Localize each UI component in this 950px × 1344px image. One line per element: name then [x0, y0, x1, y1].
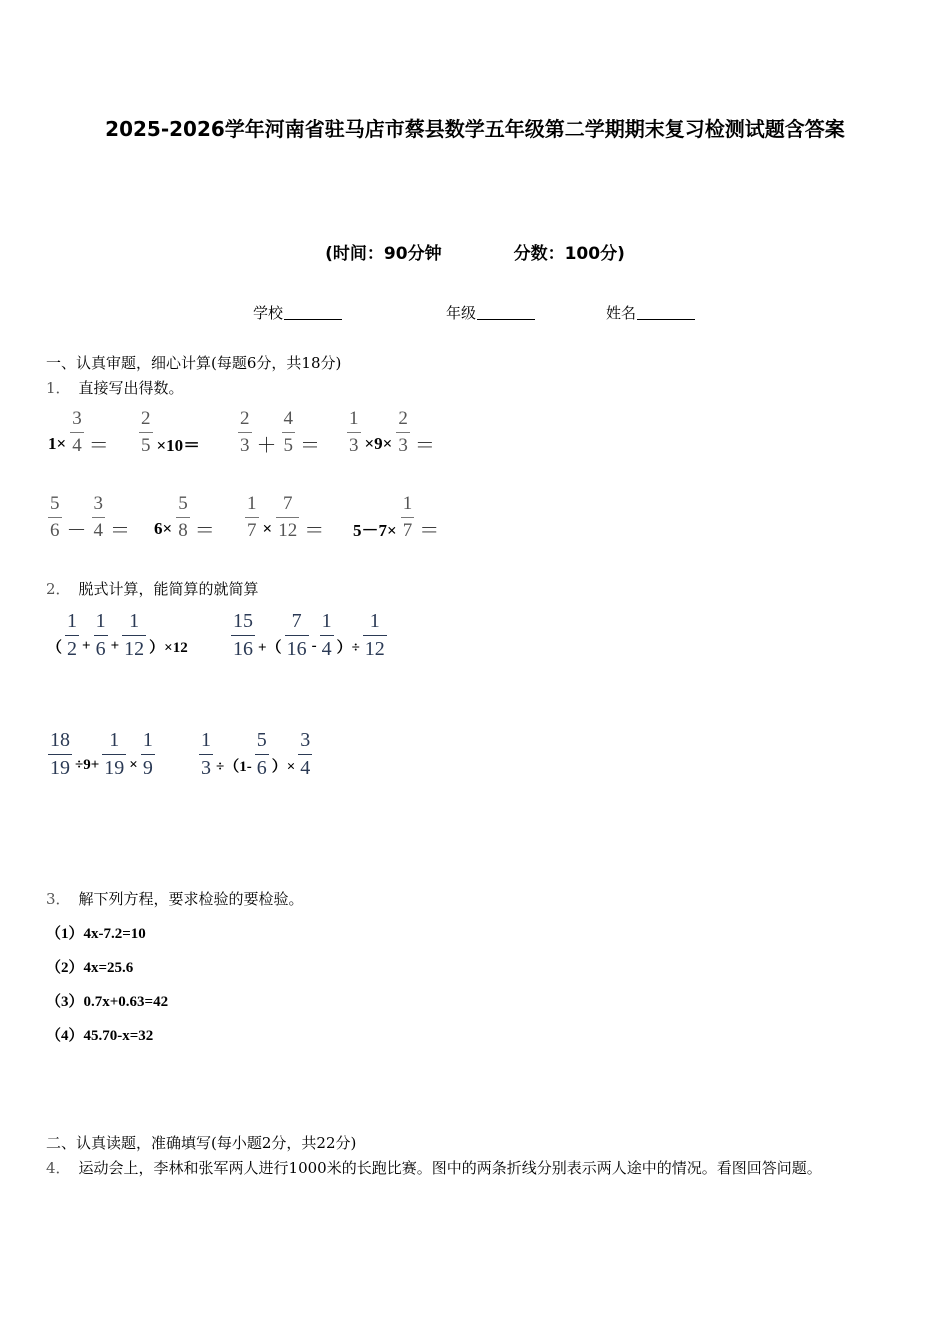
numerator: 1	[129, 610, 140, 632]
denominator: 6	[94, 635, 108, 661]
numerator: 5	[256, 729, 267, 751]
denominator: 3	[396, 432, 410, 457]
exam-score: 分数：100分)	[513, 244, 625, 264]
fraction	[92, 493, 106, 542]
numerator: 1	[142, 729, 153, 751]
expr-text: ×10＝	[156, 436, 201, 455]
fraction	[231, 610, 255, 661]
denominator: 4	[320, 635, 334, 661]
fraction	[298, 729, 312, 780]
denominator: 7	[245, 517, 259, 542]
numerator: 1	[247, 493, 257, 514]
question-1	[46, 377, 184, 398]
numerator: 4	[283, 408, 293, 429]
exam-meta	[0, 239, 950, 264]
expr-text: +（	[258, 640, 282, 656]
fraction	[141, 729, 155, 780]
numerator: 1	[109, 729, 120, 751]
numerator: 7	[282, 493, 293, 514]
calc-expression-1	[46, 610, 189, 661]
denominator: 16	[285, 635, 309, 661]
equation-item: （3）0.7x+0.63=42	[46, 994, 169, 1010]
expr-text: ÷9+	[75, 757, 100, 773]
fraction	[401, 493, 415, 542]
name-field	[606, 302, 695, 323]
exam-time: (时间：90分钟	[325, 244, 442, 264]
oral-calc-4	[345, 408, 438, 457]
expr-text: －	[66, 520, 87, 542]
fraction	[282, 408, 296, 457]
expr-text: ÷（1-	[216, 759, 252, 775]
school-blank	[284, 305, 342, 320]
calc-expression-2	[229, 610, 389, 661]
denominator: 3	[238, 432, 252, 457]
numerator: 1	[201, 729, 211, 751]
grade-blank	[477, 305, 535, 320]
fraction	[276, 493, 299, 542]
question-text: 脱式计算，能简算的就简算	[78, 580, 259, 598]
grade-label: 年级	[446, 304, 477, 322]
oral-calc-3	[236, 408, 323, 457]
expr-text: ＝	[414, 435, 435, 457]
denominator: 16	[231, 635, 255, 661]
expr-text: （	[47, 640, 63, 656]
calc-expression-3	[46, 729, 157, 780]
numerator: 18	[50, 729, 70, 751]
expr-text: ＝	[88, 435, 109, 457]
fraction	[238, 408, 252, 457]
denominator: 19	[102, 754, 126, 780]
numerator: 2	[240, 408, 250, 429]
denominator: 12	[363, 635, 387, 661]
denominator: 19	[48, 754, 72, 780]
numerator: 5	[178, 493, 188, 514]
question-3	[46, 888, 304, 909]
fraction	[363, 610, 387, 661]
denominator: 6	[255, 754, 269, 780]
numerator: 3	[300, 729, 311, 751]
numerator: 1	[67, 610, 78, 632]
expr-text: ＝	[300, 435, 320, 457]
numerator: 3	[93, 493, 103, 514]
numerator: 3	[72, 408, 82, 429]
denominator: 8	[176, 517, 190, 542]
numerator: 5	[50, 493, 60, 514]
question-number: 3．	[46, 890, 71, 908]
fraction	[65, 610, 79, 661]
denominator: 5	[139, 432, 153, 457]
numerator: 1	[95, 610, 106, 632]
numerator: 2	[141, 408, 151, 429]
fraction	[48, 493, 62, 542]
denominator: 5	[282, 432, 296, 457]
expr-text: 5－7×	[353, 521, 397, 540]
denominator: 9	[141, 754, 155, 780]
expr-text: ×	[262, 518, 273, 538]
expr-text: ＝	[304, 520, 325, 542]
equation-item: （2）4x=25.6	[46, 960, 134, 976]
expr-text: -	[311, 638, 317, 654]
question-number: 2．	[46, 580, 71, 598]
fraction	[48, 729, 72, 780]
numerator: 15	[233, 610, 253, 632]
fraction	[139, 408, 153, 457]
denominator: 12	[122, 635, 146, 661]
fraction	[245, 493, 259, 542]
question-number: 4．	[46, 1159, 71, 1177]
fraction	[347, 408, 361, 457]
expr-text: ×	[129, 757, 138, 773]
section-1-heading: 一、认真审题，细心计算(每题6分，共18分)	[46, 354, 342, 372]
fraction	[122, 610, 146, 661]
expr-text: ＋	[256, 435, 277, 457]
expr-text: 6×	[154, 518, 173, 538]
name-blank	[637, 305, 695, 320]
question-text: 运动会上，李林和张军两人进行1000米的长跑比赛。图中的两条折线分别表示两人途中的情况。看图回答问题。	[78, 1159, 822, 1177]
calc-expression-4	[197, 729, 314, 780]
numerator: 7	[291, 610, 302, 632]
numerator: 1	[349, 408, 359, 429]
denominator: 7	[401, 517, 415, 542]
fraction	[70, 408, 84, 457]
denominator: 3	[199, 754, 213, 780]
oral-calc-6	[152, 493, 218, 542]
expr-text: ＝	[419, 520, 440, 542]
name-label: 姓名	[606, 304, 637, 322]
section-2-heading: 二、认真读题，准确填写(每小题2分，共22分)	[46, 1134, 357, 1152]
expr-text: ）÷	[336, 640, 360, 656]
oral-calc-2	[137, 408, 202, 457]
oral-calc-5	[46, 493, 133, 542]
expr-text: ×9×	[364, 433, 393, 453]
school-label: 学校	[253, 304, 284, 322]
expr-text: ）×	[271, 759, 296, 775]
expr-text: ＝	[110, 520, 130, 542]
oral-calc-1	[46, 408, 112, 457]
oral-calc-8	[351, 493, 442, 542]
fraction	[176, 493, 190, 542]
question-2	[46, 578, 259, 599]
denominator: 4	[92, 517, 106, 542]
oral-calc-7	[243, 493, 327, 542]
equation-item: （4）45.70-x=32	[46, 1028, 154, 1044]
numerator: 1	[369, 610, 380, 632]
fraction	[94, 610, 108, 661]
expr-text: ＝	[194, 520, 215, 542]
expr-text: 1×	[48, 433, 67, 453]
fraction	[396, 408, 410, 457]
school-field	[253, 302, 342, 323]
question-4	[46, 1157, 822, 1178]
expr-text: ）×12	[149, 640, 188, 656]
question-text: 解下列方程，要求检验的要检验。	[78, 890, 304, 908]
expr-text: +	[110, 638, 120, 654]
denominator: 4	[70, 432, 84, 457]
denominator: 3	[347, 432, 361, 457]
fraction	[285, 610, 309, 661]
fraction	[199, 729, 213, 780]
numerator: 1	[321, 610, 332, 632]
denominator: 12	[276, 517, 299, 542]
fraction	[255, 729, 269, 780]
denominator: 4	[298, 754, 312, 780]
denominator: 6	[48, 517, 62, 542]
numerator: 2	[398, 408, 408, 429]
equation-item: （1）4x-7.2=10	[46, 926, 146, 942]
question-number: 1．	[46, 379, 71, 397]
fraction	[102, 729, 126, 780]
fraction	[320, 610, 334, 661]
numerator: 1	[402, 493, 413, 514]
denominator: 2	[65, 635, 79, 661]
expr-text: +	[82, 638, 91, 654]
document-title: 2025-2026学年河南省驻马店市蔡县数学五年级第二学期期末复习检测试题含答案	[105, 117, 845, 141]
grade-field	[446, 302, 535, 323]
question-text: 直接写出得数。	[78, 379, 184, 397]
